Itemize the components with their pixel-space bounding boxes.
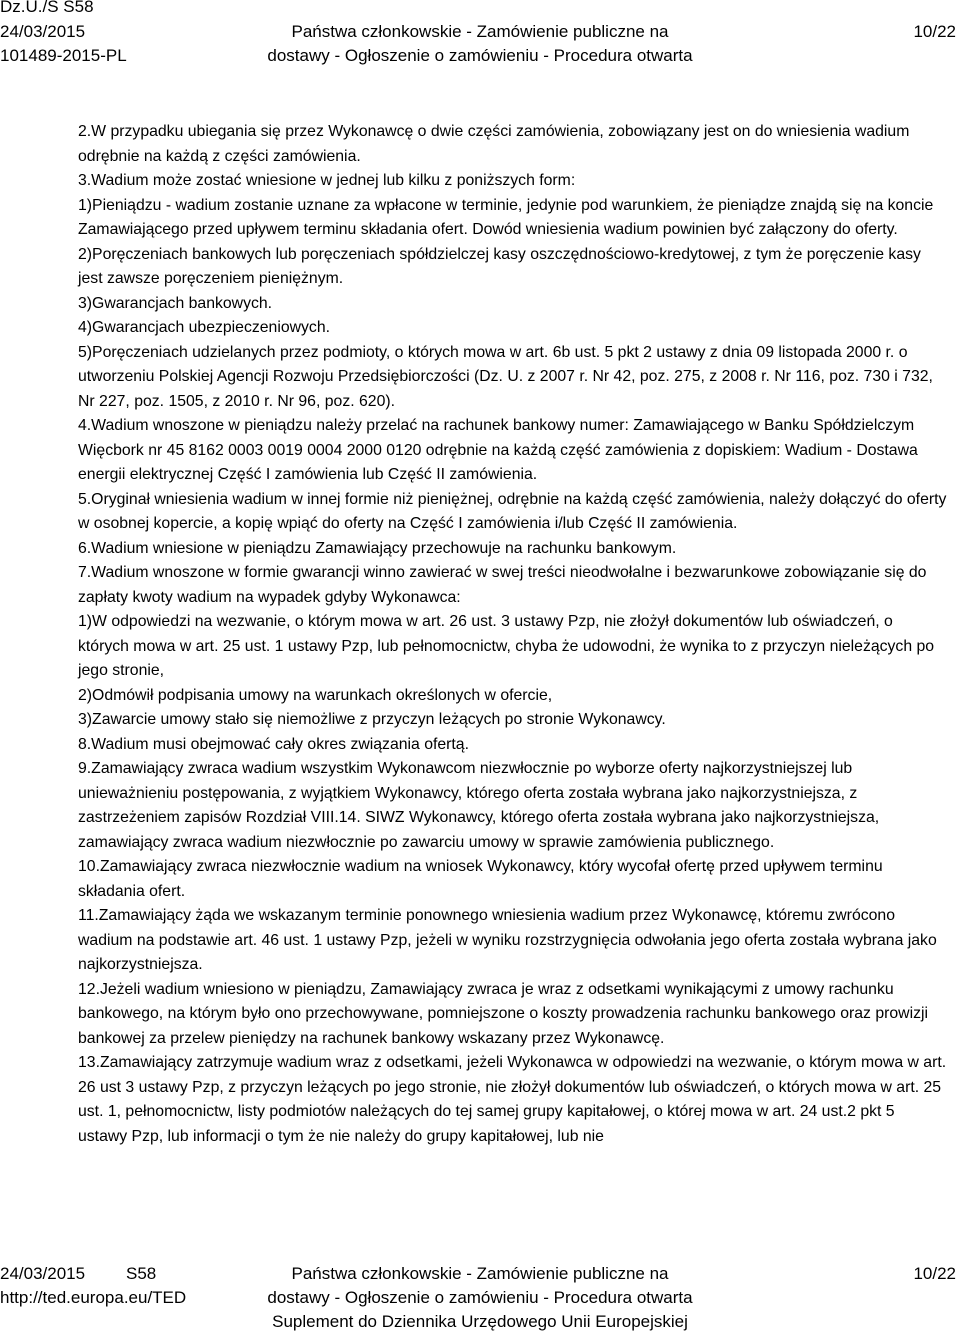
paragraph: 8.Wadium musi obejmować cały okres związania ofertą. xyxy=(78,735,469,753)
paragraph: 2)Poręczeniach bankowych lub poręczeniach spółdzielczej kasy oszczędnościowo-kredytowej, z tym że poręczenie kasy jest zawsze poręczeniem pieniężnym. xyxy=(78,245,921,287)
paragraph: 6.Wadium wniesione w pieniądzu Zamawiający przechowuje na rachunku bankowym. xyxy=(78,539,677,557)
header-date: 24/03/2015 xyxy=(0,22,86,41)
paragraph: 2)Odmówił podpisania umowy na warunkach określonych w ofercie, xyxy=(78,686,553,704)
paragraph: 11.Zamawiający żąda we wskazanym terminie ponownego wniesienia wadium przez Wykonawcę, któremu zwrócono wadium na podstawie art. 46 ust. 1 ustawy Pzp, jeżeli w wyniku rozstrzygnięcia odwołania jego oferta została wybrana jako najkorzystniejsza. xyxy=(78,907,937,973)
footer-title-line1: Państwa członkowskie - Zamówienie publiczne na xyxy=(291,1264,669,1283)
footer-supplement: Suplement do Dziennika Urzędowego Unii Europejskiej xyxy=(272,1312,688,1331)
footer-page-number: 10/22 xyxy=(913,1264,956,1283)
paragraph: 9.Zamawiający zwraca wadium wszystkim Wykonawcom niezwłocznie po wyborze oferty najkorzystniejszej lub unieważnieniu postępowania, z wyjątkiem Wykonawcy, którego oferta została wybrana jako najkorzystniejsza, z zastrzeżeniem zapisów Rozdział VIII.14. SIWZ Wykonawcy, którego oferta została wybrana jako najkorzystniejsza, zamawiający zwraca wadium niezwłocznie po zawarciu umowy w sprawie zamówienia publicznego. xyxy=(78,760,880,851)
footer-date: 24/03/2015 xyxy=(0,1264,86,1283)
paragraph: 3.Wadium może zostać wniesione w jednej lub kilku z poniższych form: xyxy=(78,172,576,189)
paragraph: 5)Poręczeniach udzielanych przez podmioty, o których mowa w art. 6b ust. 5 pkt 2 ustawy z dnia 09 listopada 2000 r. o utworzeniu Polskiej Agencji Rozwoju Przedsiębiorczości (Dz. U. z 2007 r. Nr 42, poz. 275, z 2008 r. Nr 116, poz. 730 i 732, Nr 227, poz. 1505, z 2010 r. Nr 96, poz. 620). xyxy=(78,343,933,410)
document-number: 101489-2015-PL xyxy=(0,46,127,65)
paragraph: 3)Zawarcie umowy stało się niemożliwe z przyczyn leżących po stronie Wykonawcy. xyxy=(78,711,666,728)
paragraph: 1)Pieniądzu - wadium zostanie uznane za wpłacone w terminie, jedynie pod warunkiem, że pieniądze znajdą się na koncie Zamawiającego przed upływem terminu składania ofert. Dowód wniesienia wadium powinien być załączony do oferty. xyxy=(78,196,934,238)
paragraph: 2.W przypadku ubiegania się przez Wykonawcę o dwie części zamówienia, zobowiązany jest on do wniesienia wadium odrębnie na każdą z części zamówienia. xyxy=(78,123,910,165)
paragraph: 4)Gwarancjach ubezpieczeniowych. xyxy=(78,319,331,336)
paragraph: 5.Oryginał wniesienia wadium w innej formie niż pieniężnej, odrębnie na każdą część zamówienia, należy dołączyć do oferty w osobnej kopercie, a kopię wpiąć do oferty na Część I zamówienia i/lub Część II zamówienia. xyxy=(78,490,947,532)
footer-title-line2: dostawy - Ogłoszenie o zamówieniu - Procedura otwarta xyxy=(267,1288,693,1307)
page-header xyxy=(0,0,960,70)
document-body xyxy=(78,120,948,1149)
journal-ref: Dz.U./S S58 xyxy=(0,0,94,16)
paragraph: 10.Zamawiający zwraca niezwłocznie wadium na wniosek Wykonawcy, który wycofał ofertę przed upływem terminu składania ofert. xyxy=(78,858,883,900)
paragraph: 7.Wadium wnoszone w formie gwarancji winno zawierać w swej treści nieodwołalne i bezwarunkowe zobowiązanie się do zapłaty kwoty wadium na wypadek gdyby Wykonawca: xyxy=(78,564,927,606)
header-title-line1: Państwa członkowskie - Zamówienie publiczne na xyxy=(291,22,669,41)
paragraph: 4.Wadium wnoszone w pieniądzu należy przelać na rachunek bankowy numer: Zamawiającego w Banku Spółdzielczym Więcbork nr 45 8162 0003 0019 0004 2000 0120 odrębnie na każdą część zamówienia z dopiskiem: Wadium - Dostawa energii elektrycznej Część I zamówienia lub Część II zamówienia. xyxy=(78,417,918,483)
paragraph: 1)W odpowiedzi na wezwanie, o którym mowa w art. 26 ust. 3 ustawy Pzp, nie złożył dokumentów lub oświadczeń, o których mowa w art. 25 ust. 1 ustawy Pzp, lub pełnomocnictw, chyba że udowodni, że wynika to z przyczyn nieleżących po jego stronie, xyxy=(78,613,935,679)
paragraph: 12.Jeżeli wadium wniesiono w pieniądzu, Zamawiający zwraca je wraz z odsetkami wynikającymi z umowy rachunku bankowego, na którym było ono przechowywane, pomniejszone o koszty prowadzenia rachunku bankowego oraz prowizji bankowej za przelew pieniędzy na rachunek bankowy wskazany przez Wykonawcę. xyxy=(78,980,928,1047)
header-title-line2: dostawy - Ogłoszenie o zamówieniu - Procedura otwarta xyxy=(267,46,693,65)
header-page-number: 10/22 xyxy=(913,22,956,41)
paragraph: 13.Zamawiający zatrzymuje wadium wraz z odsetkami, jeżeli Wykonawca w odpowiedzi na wezwanie, o którym mowa w art. 26 ust 3 ustawy Pzp, z przyczyn leżących po jego stronie, nie złożył dokumentów lub oświadczeń, o których mowa w art. 25 ust. 1, pełnomocnictw, listy podmiotów należących do tej samej grupy kapitałowej, o której mowa w art. 24 ust.2 pkt 5 ustawy Pzp, lub informacji o tym że nie należy do grupy kapitałowej, lub nie xyxy=(78,1054,947,1145)
page-footer xyxy=(0,1262,960,1334)
paragraph: 3)Gwarancjach bankowych. xyxy=(78,294,273,312)
footer-url[interactable]: http://ted.europa.eu/TED xyxy=(0,1288,187,1307)
footer-code: S58 xyxy=(126,1264,157,1283)
